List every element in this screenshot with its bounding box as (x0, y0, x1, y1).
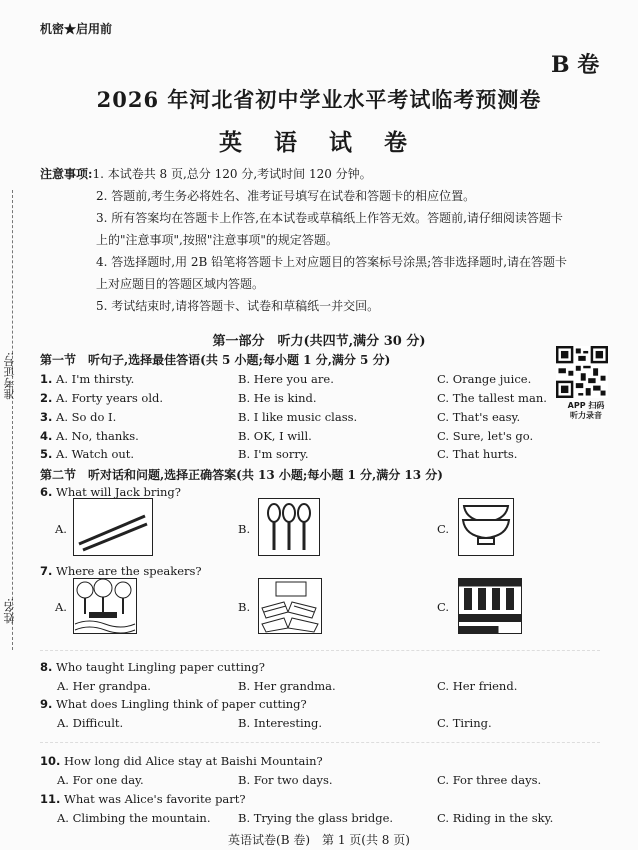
question-text: What will Jack bring? (56, 485, 181, 499)
question-number: 8. (40, 660, 53, 674)
option-b: B. Here you are. (238, 372, 334, 386)
question-number: 4. (40, 429, 53, 443)
question-text: What does Lingling think of paper cutting? (56, 697, 307, 711)
option-c: C. The tallest man. (437, 391, 547, 405)
question-6-stem (40, 485, 580, 499)
notice-item-3: 3. 所有答案均在答题卡上作答,在本试卷或草稿纸上作答无效。答题前,请仔细阅读答题卡 (96, 211, 563, 225)
notice-item-1: 1. 本试卷共 8 页,总分 120 分,考试时间 120 分钟。 (92, 167, 372, 181)
question-text: What was Alice's favorite part? (64, 792, 246, 806)
chopsticks-icon[interactable] (73, 498, 153, 556)
bowls-icon[interactable] (458, 498, 514, 556)
notice-item-2: 2. 答题前,考生务必将姓名、准考证号填写在试卷和答题卡的相应位置。 (96, 189, 476, 203)
option-a-label: A. (55, 600, 67, 614)
section-two-title: 第二节 听对话和问题,选择正确答案(共 13 小题;每小题 1 分,满分 13 分) (40, 468, 443, 482)
qr-caption-line2: 听力录音 (570, 411, 602, 420)
option-b: B. For two days. (238, 773, 333, 787)
option-c: C. Orange juice. (437, 372, 532, 386)
option-c: C. Tiring. (437, 716, 492, 730)
question-9-stem (40, 697, 580, 711)
option-b: B. I like music class. (238, 410, 358, 424)
option-b: B. Her grandma. (238, 679, 336, 693)
exam-number-label: 准考证号: (3, 352, 16, 400)
option-a: A. Watch out. (56, 447, 135, 461)
section-one-title: 第一节 听句子,选择最佳答语(共 5 小题;每小题 1 分,满分 5 分) (40, 353, 391, 367)
theater-icon[interactable] (458, 578, 522, 634)
divider (40, 742, 600, 743)
notice-label: 注意事项: (40, 167, 93, 181)
option-c: C. Sure, let's go. (437, 429, 534, 443)
option-a: A. Climbing the mountain. (57, 811, 211, 825)
option-a: A. Forty years old. (56, 391, 164, 405)
confidential-mark: 机密★启用前 (40, 22, 113, 36)
part-one-title: 第一部分 听力(共四节,满分 30 分) (212, 334, 426, 349)
subject-title: 英 语 试 卷 (218, 129, 420, 156)
option-a-label: A. (55, 522, 67, 536)
binding-margin (0, 190, 20, 660)
question-11-stem (40, 792, 580, 806)
volume-label: B 卷 (551, 52, 600, 78)
page-footer: 英语试卷(B 卷) 第 1 页(共 8 页) (228, 833, 410, 847)
question-7-stem (40, 564, 580, 578)
option-a: A. Difficult. (57, 716, 124, 730)
option-c: C. Riding in the sky. (437, 811, 554, 825)
qr-caption-line1: APP 扫码 (567, 401, 605, 410)
question-number: 5. (40, 447, 53, 461)
question-8-stem (40, 660, 580, 674)
option-c: C. That's easy. (437, 410, 521, 424)
question-number: 2. (40, 391, 53, 405)
notice-block (40, 163, 620, 317)
qr-caption (556, 401, 616, 421)
option-b-label: B. (238, 522, 251, 536)
option-c-label: C. (437, 522, 450, 536)
option-a: A. Her grandpa. (57, 679, 151, 693)
qr-code-icon[interactable] (556, 346, 608, 398)
option-c-label: C. (437, 600, 450, 614)
option-b: B. He is kind. (238, 391, 317, 405)
question-text: Who taught Lingling paper cutting? (56, 660, 265, 674)
binding-dashed-line (12, 190, 13, 650)
notice-item-3-cont: 上的"注意事项",按照"注意事项"的规定答题。 (96, 233, 338, 247)
spoons-icon[interactable] (258, 498, 320, 556)
question-text: Where are the speakers? (56, 564, 202, 578)
option-b-label: B. (238, 600, 251, 614)
exam-title: 2026 年河北省初中学业水平考试临考预测卷 (96, 87, 542, 112)
question-number: 6. (40, 485, 53, 499)
option-a: A. No, thanks. (56, 429, 139, 443)
option-b: B. Trying the glass bridge. (238, 811, 394, 825)
name-label: 姓名: (3, 598, 16, 624)
classroom-icon[interactable] (258, 578, 322, 634)
question-text: How long did Alice stay at Baishi Mountain? (64, 754, 323, 768)
question-number: 1. (40, 372, 53, 386)
option-a: A. So do I. (56, 410, 117, 424)
question-number: 10. (40, 754, 61, 768)
divider (40, 650, 600, 651)
option-b: B. I'm sorry. (238, 447, 309, 461)
question-number: 11. (40, 792, 61, 806)
question-number: 3. (40, 410, 53, 424)
question-number: 9. (40, 697, 53, 711)
notice-item-4: 4. 答选择题时,用 2B 铅笔将答题卡上对应题目的答案标号涂黑;答非选择题时,请在答题卡 (96, 255, 568, 269)
option-b: B. OK, I will. (238, 429, 312, 443)
option-c: C. That hurts. (437, 447, 518, 461)
park-icon[interactable] (73, 578, 137, 634)
option-c: C. Her friend. (437, 679, 518, 693)
question-10-stem (40, 754, 580, 768)
notice-item-4-cont: 上对应题目的答题区域内答题。 (96, 277, 265, 291)
notice-item-5: 5. 考试结束时,请将答题卡、试卷和草稿纸一并交回。 (96, 299, 380, 313)
option-a: A. For one day. (57, 773, 144, 787)
option-a: A. I'm thirsty. (56, 372, 135, 386)
option-b: B. Interesting. (238, 716, 323, 730)
question-number: 7. (40, 564, 53, 578)
option-c: C. For three days. (437, 773, 542, 787)
